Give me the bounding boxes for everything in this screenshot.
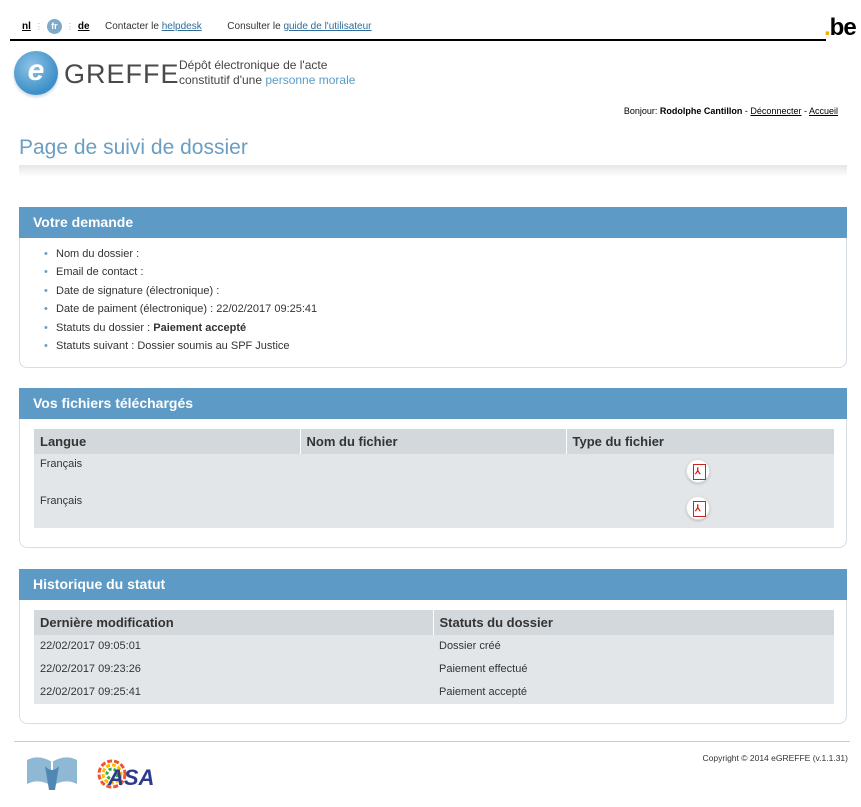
column-header-status: Statuts du dossier — [433, 610, 834, 635]
brand-subtitle-line2: constitutif d'une — [179, 73, 263, 87]
brand-subtitle-accent: personne morale — [265, 73, 356, 87]
payment-date-value: 22/02/2017 09:25:41 — [216, 303, 318, 316]
separator: - — [803, 106, 807, 116]
list-item — [44, 300, 832, 318]
separator: - — [744, 106, 748, 116]
files-table — [34, 429, 834, 528]
be-logo: .be — [824, 14, 856, 41]
file-name — [300, 454, 566, 491]
next-status-label: Statuts suivant : — [56, 339, 135, 352]
history-status: Paiement effectué — [433, 658, 834, 681]
top-links — [105, 21, 372, 32]
history-table — [34, 610, 834, 704]
asa-logo-text: ASA — [108, 765, 155, 790]
egreffe-wordmark: GREFFE — [64, 59, 180, 89]
history-status: Dossier créé — [433, 635, 834, 658]
greeting: Bonjour: — [623, 106, 658, 116]
asa-logo — [96, 754, 162, 792]
column-header-language: Langue — [34, 429, 300, 454]
table-row — [34, 491, 834, 528]
files-panel-heading: Vos fichiers téléchargés — [19, 388, 847, 419]
page-title: Page de suivi de dossier — [19, 136, 248, 159]
dossier-name-label: Nom du dossier : — [56, 248, 140, 260]
list-item — [44, 319, 832, 337]
pdf-icon[interactable] — [686, 459, 710, 483]
history-status: Paiement accepté — [433, 681, 834, 704]
dossier-status-label: Statuts du dossier : — [56, 321, 151, 334]
request-panel-heading: Votre demande — [19, 207, 847, 238]
files-panel — [19, 388, 847, 548]
list-item — [44, 245, 832, 263]
file-type-cell — [566, 454, 834, 491]
table-header-row — [34, 610, 834, 635]
user-bar — [624, 106, 838, 116]
signature-date-label: Date de signature (électronique) : — [56, 284, 220, 297]
contact-prefix: Contacter le — [105, 21, 159, 32]
column-header-last-modified: Dernière modification — [34, 610, 433, 635]
top-bar — [10, 16, 836, 40]
brand-subtitle — [179, 58, 355, 88]
payment-date-label: Date de paiment (électronique) : — [56, 303, 214, 316]
lang-nl-link[interactable]: nl — [22, 21, 31, 32]
list-item — [44, 263, 832, 281]
column-header-filename: Nom du fichier — [300, 429, 566, 454]
helpdesk-link[interactable]: helpdesk — [161, 21, 202, 32]
user-guide-link[interactable]: guide de l'utilisateur — [283, 21, 372, 32]
lang-separator: ⋮ — [65, 22, 74, 31]
history-date: 22/02/2017 09:25:41 — [34, 681, 433, 704]
next-status-value: Dossier soumis au SPF Justice — [137, 339, 290, 352]
file-language: Français — [34, 454, 300, 491]
list-item — [44, 337, 832, 355]
request-info-list — [34, 245, 832, 355]
pdf-icon[interactable] — [686, 496, 710, 520]
footer-divider — [14, 741, 850, 742]
history-date: 22/02/2017 09:23:26 — [34, 658, 433, 681]
copyright: Copyright © 2014 eGREFFE (v.1.1.31) — [702, 753, 848, 763]
table-row — [34, 681, 834, 704]
column-header-filetype: Type du fichier — [566, 429, 834, 454]
lang-fr-active[interactable]: fr — [47, 19, 62, 34]
brand-subtitle-line1: Dépôt électronique de l'acte — [179, 58, 328, 72]
table-row — [34, 635, 834, 658]
logout-link[interactable]: Déconnecter — [750, 106, 802, 116]
list-item — [44, 282, 832, 300]
lang-separator: ⋮ — [34, 22, 43, 31]
guide-prefix: Consulter le — [227, 21, 281, 32]
lang-de-link[interactable]: de — [77, 21, 90, 32]
justice-book-logo — [25, 752, 79, 792]
table-row — [34, 454, 834, 491]
table-header-row — [34, 429, 834, 454]
home-link[interactable]: Accueil — [808, 106, 838, 116]
contact-email-label: Email de contact : — [56, 266, 144, 279]
history-panel — [19, 569, 847, 724]
language-switcher — [22, 19, 90, 34]
history-panel-heading: Historique du statut — [19, 569, 847, 600]
egreffe-logo[interactable] — [14, 50, 180, 95]
dossier-status-value: Paiement accepté — [153, 321, 247, 334]
file-name — [300, 491, 566, 528]
history-date: 22/02/2017 09:05:01 — [34, 635, 433, 658]
top-divider — [10, 39, 826, 41]
file-language: Français — [34, 491, 300, 528]
table-row — [34, 658, 834, 681]
title-divider — [19, 165, 847, 177]
egreffe-e-icon: e — [14, 51, 58, 95]
user-name: Rodolphe Cantillon — [659, 106, 743, 116]
file-type-cell — [566, 491, 834, 528]
request-panel — [19, 207, 847, 368]
